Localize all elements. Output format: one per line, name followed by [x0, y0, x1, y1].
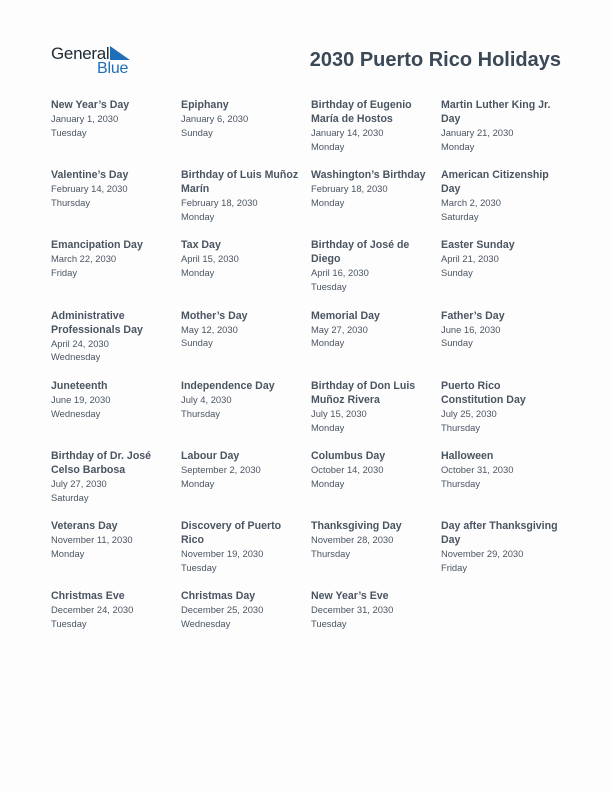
holiday-name: Birthday of Dr. José Celso Barbosa [51, 449, 152, 476]
holiday-name: Labour Day [181, 449, 240, 462]
holiday-item [51, 309, 173, 365]
holiday-item [441, 309, 563, 351]
holiday-day: Monday [441, 140, 475, 152]
holiday-item [51, 238, 173, 280]
holiday-name: Mother’s Day [181, 309, 248, 322]
holiday-date: May 12, 2030 [181, 323, 238, 335]
holiday-name: Martin Luther King Jr. Day [441, 99, 551, 125]
holiday-row [51, 519, 571, 589]
holiday-item [311, 449, 433, 491]
holiday-item [181, 379, 303, 421]
holiday-name: Thanksgiving Day [311, 520, 402, 533]
holiday-name: Father’s Day [441, 309, 505, 322]
holiday-date: November 11, 2030 [51, 534, 133, 546]
holiday-item [181, 238, 303, 280]
holiday-day: Monday [181, 477, 215, 489]
holiday-row [51, 168, 571, 238]
holiday-item [441, 238, 563, 280]
holiday-day: Wednesday [51, 407, 101, 419]
holiday-item [181, 519, 303, 575]
holiday-item [181, 449, 303, 491]
holiday-date: July 15, 2030 [311, 407, 367, 419]
holiday-item [311, 98, 433, 154]
holiday-day: Monday [311, 477, 345, 489]
holiday-item [51, 168, 173, 210]
holiday-day: Tuesday [311, 281, 347, 293]
holiday-item [51, 379, 173, 421]
holiday-name: American Citizenship Day [441, 169, 549, 196]
holiday-day: Monday [181, 267, 215, 279]
holiday-item [181, 589, 303, 631]
holiday-item [181, 309, 303, 351]
holiday-name: Independence Day [181, 379, 275, 392]
holiday-date: November 28, 2030 [311, 534, 394, 546]
holiday-date: July 25, 2030 [441, 407, 497, 419]
holiday-day: Saturday [51, 491, 89, 503]
holiday-name: Discovery of Puerto Rico [181, 520, 282, 547]
holiday-row [51, 238, 571, 308]
holiday-item [311, 309, 433, 351]
holiday-grid [51, 98, 571, 660]
holiday-item [441, 379, 563, 435]
holiday-name: Veterans Day [51, 520, 118, 533]
holiday-day: Saturday [441, 210, 479, 222]
holiday-date: June 16, 2030 [441, 323, 501, 335]
holiday-name: Easter Sunday [441, 239, 515, 252]
holiday-item [311, 519, 433, 561]
holiday-name: Halloween [441, 449, 494, 462]
holiday-day: Monday [181, 210, 215, 222]
logo-triangle-icon [110, 46, 130, 60]
holiday-item [311, 379, 433, 435]
holiday-day: Sunday [181, 337, 213, 349]
holiday-row [51, 589, 571, 659]
holiday-day: Monday [311, 421, 345, 433]
holiday-item [51, 589, 173, 631]
holiday-date: January 1, 2030 [51, 113, 119, 124]
holiday-name: New Year’s Eve [311, 590, 389, 603]
holiday-date: February 18, 2030 [311, 183, 388, 195]
holiday-date: April 16, 2030 [311, 267, 369, 279]
holiday-date: December 31, 2030 [311, 604, 394, 616]
holiday-name: Birthday of José de Diego [311, 239, 410, 266]
holiday-day: Monday [311, 337, 345, 349]
holiday-name: Christmas Day [181, 590, 256, 603]
holiday-row [51, 98, 571, 168]
holiday-name: Birthday of Eugenio María de Hostos [311, 99, 412, 125]
holiday-name: Puerto Rico Constitution Day [441, 379, 526, 406]
holiday-day: Friday [51, 267, 78, 279]
holiday-row [51, 379, 571, 449]
holiday-date: January 21, 2030 [441, 127, 514, 138]
holiday-day: Monday [51, 547, 85, 559]
holiday-date: July 27, 2030 [51, 477, 107, 489]
holiday-item [441, 98, 563, 154]
holiday-day: Tuesday [51, 618, 87, 630]
holiday-item [51, 449, 173, 505]
holiday-date: May 27, 2030 [311, 323, 368, 335]
holiday-day: Friday [441, 561, 468, 573]
holiday-date: July 4, 2030 [181, 393, 232, 405]
holiday-day: Tuesday [51, 126, 87, 138]
holiday-day: Thursday [181, 407, 221, 419]
holiday-row [51, 449, 571, 519]
holiday-day: Wednesday [181, 618, 231, 630]
holiday-date: February 18, 2030 [181, 197, 258, 209]
holiday-date: June 19, 2030 [51, 393, 111, 405]
holiday-date: March 2, 2030 [441, 197, 501, 209]
holiday-name: Day after Thanksgiving Day [441, 520, 558, 547]
holiday-day: Thursday [311, 547, 351, 559]
logo [51, 44, 141, 80]
holiday-date: November 19, 2030 [181, 548, 264, 560]
holiday-name: Columbus Day [311, 449, 386, 462]
holiday-item [441, 519, 563, 575]
logo-general-text: General [51, 44, 110, 63]
holiday-date: April 21, 2030 [441, 253, 499, 265]
holiday-name: Birthday of Don Luis Muñoz Rivera [311, 379, 416, 406]
holiday-date: October 31, 2030 [441, 463, 514, 475]
holiday-date: October 14, 2030 [311, 463, 384, 475]
holiday-name: Birthday of Luis Muñoz Marín [181, 169, 299, 196]
holiday-date: February 14, 2030 [51, 183, 128, 195]
holiday-day: Wednesday [51, 351, 101, 363]
holiday-date: January 6, 2030 [181, 113, 249, 124]
page-title: 2030 Puerto Rico Holidays [309, 49, 561, 71]
holiday-name: Juneteenth [51, 379, 108, 392]
holiday-day: Tuesday [311, 618, 347, 630]
holiday-name: Valentine’s Day [51, 169, 129, 182]
holiday-name: Emancipation Day [51, 239, 143, 252]
holiday-date: September 2, 2030 [181, 463, 261, 475]
holiday-day: Monday [311, 140, 345, 152]
holiday-item [51, 98, 173, 140]
holiday-item [441, 168, 563, 224]
holiday-item [441, 449, 563, 491]
holiday-item [311, 168, 433, 210]
holiday-date: March 22, 2030 [51, 253, 117, 265]
holiday-date: November 29, 2030 [441, 548, 524, 560]
logo-blue-text: Blue [97, 60, 129, 77]
holiday-name: Memorial Day [311, 309, 380, 322]
holiday-day: Tuesday [181, 561, 217, 573]
holiday-date: April 24, 2030 [51, 337, 109, 349]
holiday-day: Thursday [51, 196, 91, 208]
holiday-day: Monday [311, 196, 345, 208]
holiday-date: December 25, 2030 [181, 604, 264, 616]
holiday-item [181, 98, 303, 140]
holiday-item [311, 238, 433, 294]
holiday-date: April 15, 2030 [181, 253, 239, 265]
holiday-day: Sunday [441, 337, 473, 349]
holiday-name: Epiphany [181, 99, 229, 111]
holiday-date: December 24, 2030 [51, 604, 134, 616]
holiday-day: Sunday [181, 126, 213, 138]
holiday-date: January 14, 2030 [311, 127, 384, 138]
holiday-name: Washington’s Birthday [311, 169, 426, 182]
holiday-day: Sunday [441, 267, 473, 279]
holiday-row [51, 309, 571, 379]
holiday-day: Thursday [441, 477, 481, 489]
holiday-name: Christmas Eve [51, 590, 125, 603]
holiday-day: Thursday [441, 421, 481, 433]
holiday-item [51, 519, 173, 561]
holiday-name: Tax Day [181, 239, 221, 252]
holiday-name: New Year’s Day [51, 99, 130, 111]
holiday-item [181, 168, 303, 224]
holiday-name: Administrative Professionals Day [51, 309, 143, 336]
holiday-item [311, 589, 433, 631]
